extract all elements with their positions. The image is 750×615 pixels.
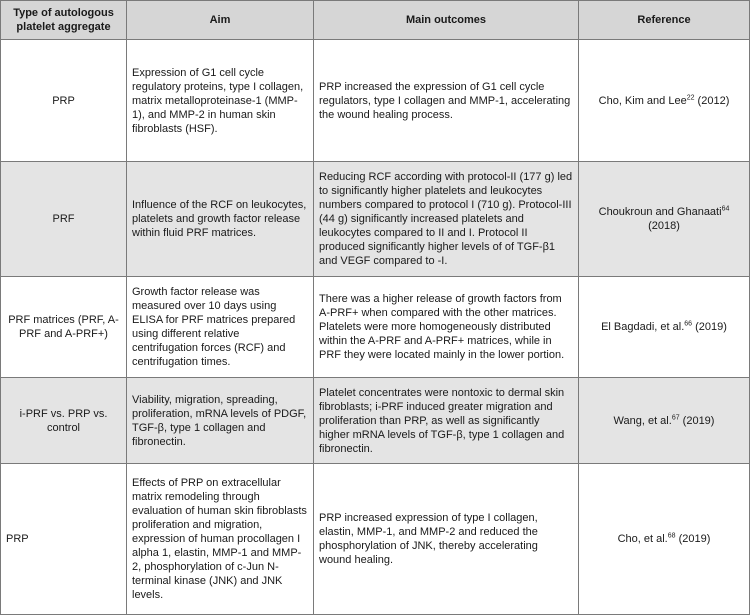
- ref-author: El Bagdadi, et al.: [601, 321, 685, 333]
- cell-type: i-PRF vs. PRP vs. control: [1, 378, 127, 464]
- cell-type: PRF: [1, 162, 127, 277]
- header-type: Type of autologous platelet aggregate: [1, 1, 127, 40]
- cell-outcome: Platelet concentrates were nontoxic to dermal skin fibroblasts; i-PRF induced greater migration and proliferation than PRP, as well as significantly higher mRNA levels of TGF-β, type 1 collagen and fibronectin.: [314, 378, 579, 464]
- cell-outcome: Reducing RCF according with protocol-II (177 g) led to significantly higher platelets and leukocytes numbers compared to protocol I (710 g). Protocol-III (44 g) significantly increased platelets and leukocytes compared to II and I. Protocol II produced significantly higher levels of of TGF-β1 and VEGF compared to -I.: [314, 162, 579, 277]
- table-row: [1, 162, 750, 277]
- header-aim: Aim: [127, 1, 314, 40]
- ref-year: (2012): [694, 94, 730, 107]
- header-row: [1, 1, 750, 40]
- ref-citation: 67: [671, 413, 680, 421]
- cell-reference: [579, 378, 750, 464]
- cell-type: PRF matrices (PRF, A-PRF and A-PRF+): [1, 277, 127, 378]
- ref-year: (2019): [679, 414, 715, 427]
- cell-type: PRP: [1, 40, 127, 162]
- ref-citation: 66: [684, 320, 693, 328]
- cell-aim: Influence of the RCF on leukocytes, platelets and growth factor release within fluid PRF matrices.: [127, 162, 314, 277]
- cell-reference: [579, 162, 750, 277]
- cell-outcome: PRP increased the expression of G1 cell cycle regulators, type I collagen and MMP-1, accelerating the wound healing process.: [314, 40, 579, 162]
- cell-reference: [579, 277, 750, 378]
- cell-outcome: There was a higher release of growth factors from A-PRF+ when compared with the other matrices. Platelets were more homogeneously distributed within the A-PRF and A-PRF+ matrices, while in PRF they were located mainly in the lower portion.: [314, 277, 579, 378]
- table-row: [1, 40, 750, 162]
- ref-citation: 68: [667, 532, 676, 540]
- table-row: [1, 464, 750, 615]
- cell-aim: Effects of PRP on extracellular matrix remodeling through evaluation of human skin fibroblasts proliferation and migration, expression of human procollagen I alpha 1, elastin, MMP-1 and MMP-2, phosphorylation of c-Jun N-terminal kinase (JNK) and JNK levels.: [127, 464, 314, 615]
- ref-author: Cho, et al.: [617, 533, 668, 545]
- ref-year: (2019): [675, 533, 711, 545]
- cell-aim: Growth factor release was measured over 10 days using ELISA for PRF matrices prepared using different relative centrifugation forces (RCF) and centrifugation times.: [127, 277, 314, 378]
- ref-author: Cho, Kim and Lee: [598, 94, 687, 107]
- cell-aim: Expression of G1 cell cycle regulatory proteins, type I collagen, matrix metalloproteinase-1 (MMP-1), and MMP-2 in human skin fibroblasts (HSF).: [127, 40, 314, 162]
- table-row: [1, 378, 750, 464]
- header-reference: Reference: [579, 1, 750, 40]
- ref-author: Wang, et al.: [613, 414, 672, 427]
- cell-type: PRP: [1, 464, 127, 615]
- cell-aim: Viability, migration, spreading, proliferation, mRNA levels of PDGF, TGF-β, type 1 collagen and fibronectin.: [127, 378, 314, 464]
- table-row: [1, 277, 750, 378]
- ref-citation: 22: [686, 93, 695, 101]
- cell-reference: [579, 464, 750, 615]
- ref-year: (2018): [648, 220, 680, 232]
- cell-reference: [579, 40, 750, 162]
- ref-citation: 64: [721, 205, 730, 213]
- ref-year: (2019): [692, 321, 727, 333]
- ref-author: Choukroun and Ghanaati: [598, 206, 722, 218]
- cell-outcome: PRP increased expression of type I collagen, elastin, MMP-1, and MMP-2 and reduced the phosphorylation of JNK, thereby accelerating wound healing.: [314, 464, 579, 615]
- header-outcomes: Main outcomes: [314, 1, 579, 40]
